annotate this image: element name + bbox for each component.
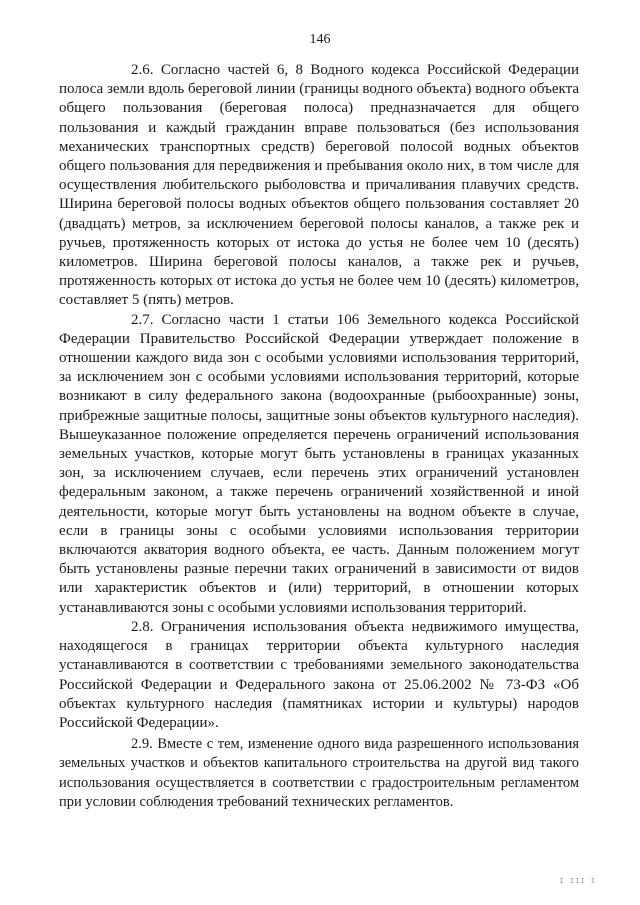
paragraph-number: 2.9.: [131, 736, 153, 753]
paragraph-text: Ограничения использования объекта недвижимого имущества, находящегося в границах территории объекта культурного наследия устанавливаются в соответствии с требованиями земельного законодательства Российской Федерации и Федерального закона от 25.06.2002 № 73-ФЗ «Об объектах культурного наследия (памятниках истории и культуры) народов Российской Федерации».: [59, 618, 580, 731]
paragraph-2-8: [59, 618, 579, 733]
paragraph-number: 2.7.: [131, 311, 154, 328]
paragraph-text: Согласно части 1 статьи 106 Земельного кодекса Российской Федерации Правительство Российской Федерации утверждает положение в отношении каждого вида зон с особыми условиями использования территорий, за исключением зон с особыми условиями использования территорий, которые возникают в силу федерального закона (водоохранные (рыбоохранные) зоны, прибрежные защитные полосы, защитные зоны объектов культурного наследия). Вышеуказанное положение определяется перечень ограничений использования земельных участков, которые могут быть установлены в границах указанных зон, за исключением случаев, если перечень этих ограничений установлен федеральным законом, а также перечень ограничений хозяйственной и иной деятельности, которые могут быть установлены на водном объекте в случае, если в границы зоны с особыми условиями использования территории включаются акватория водного объекта, ее часть. Данным положением могут быть установлены разные перечни таких ограничений в зависимости от видов или характеристик объектов и (или) территорий, в отношении которых устанавливаются зоны с особыми условиями использования территорий.: [59, 311, 579, 616]
paragraph-2-7: [59, 311, 579, 618]
paragraph-2-9: [59, 735, 579, 812]
paragraph-2-6: [59, 61, 579, 311]
paragraph-text: Согласно частей 6, 8 Водного кодекса Российской Федерации полоса земли вдоль береговой линии (границы водного объекта) водного объекта общего пользования (береговая полоса) предназначается для общего пользования и каждый гражданин вправе пользоваться (без использования механических транспортных средств) береговой полосой водных объектов общего пользования для передвижения и пребывания около них, в том числе для осуществления любительского рыболовства и причаливания плавучих средств. Ширина береговой полосы водных объектов общего пользования составляет 20 (двадцать) метров, за исключением береговой полосы каналов, а также рек и ручьев, протяженность которых от истока до устья не более чем 10 (десять) километров. Ширина береговой полосы каналов, а также рек и ручьев, протяженность которых от истока до устья не более чем 10 (десять) километров, составляет 5 (пять) метров.: [59, 62, 579, 309]
paragraph-text: Вместе с тем, изменение одного вида разрешенного использования земельных участков и объектов капитального строительства на другой вид такого использования осуществляется в соответствии с градостроительным регламентом при условии соблюдения требований технических регламентов.: [59, 736, 580, 810]
scan-corner-mark: I III I: [559, 877, 596, 885]
document-body: [59, 61, 579, 812]
page-number: 146: [309, 32, 331, 47]
paragraph-number: 2.6.: [131, 62, 154, 78]
paragraph-number: 2.8.: [131, 618, 154, 635]
